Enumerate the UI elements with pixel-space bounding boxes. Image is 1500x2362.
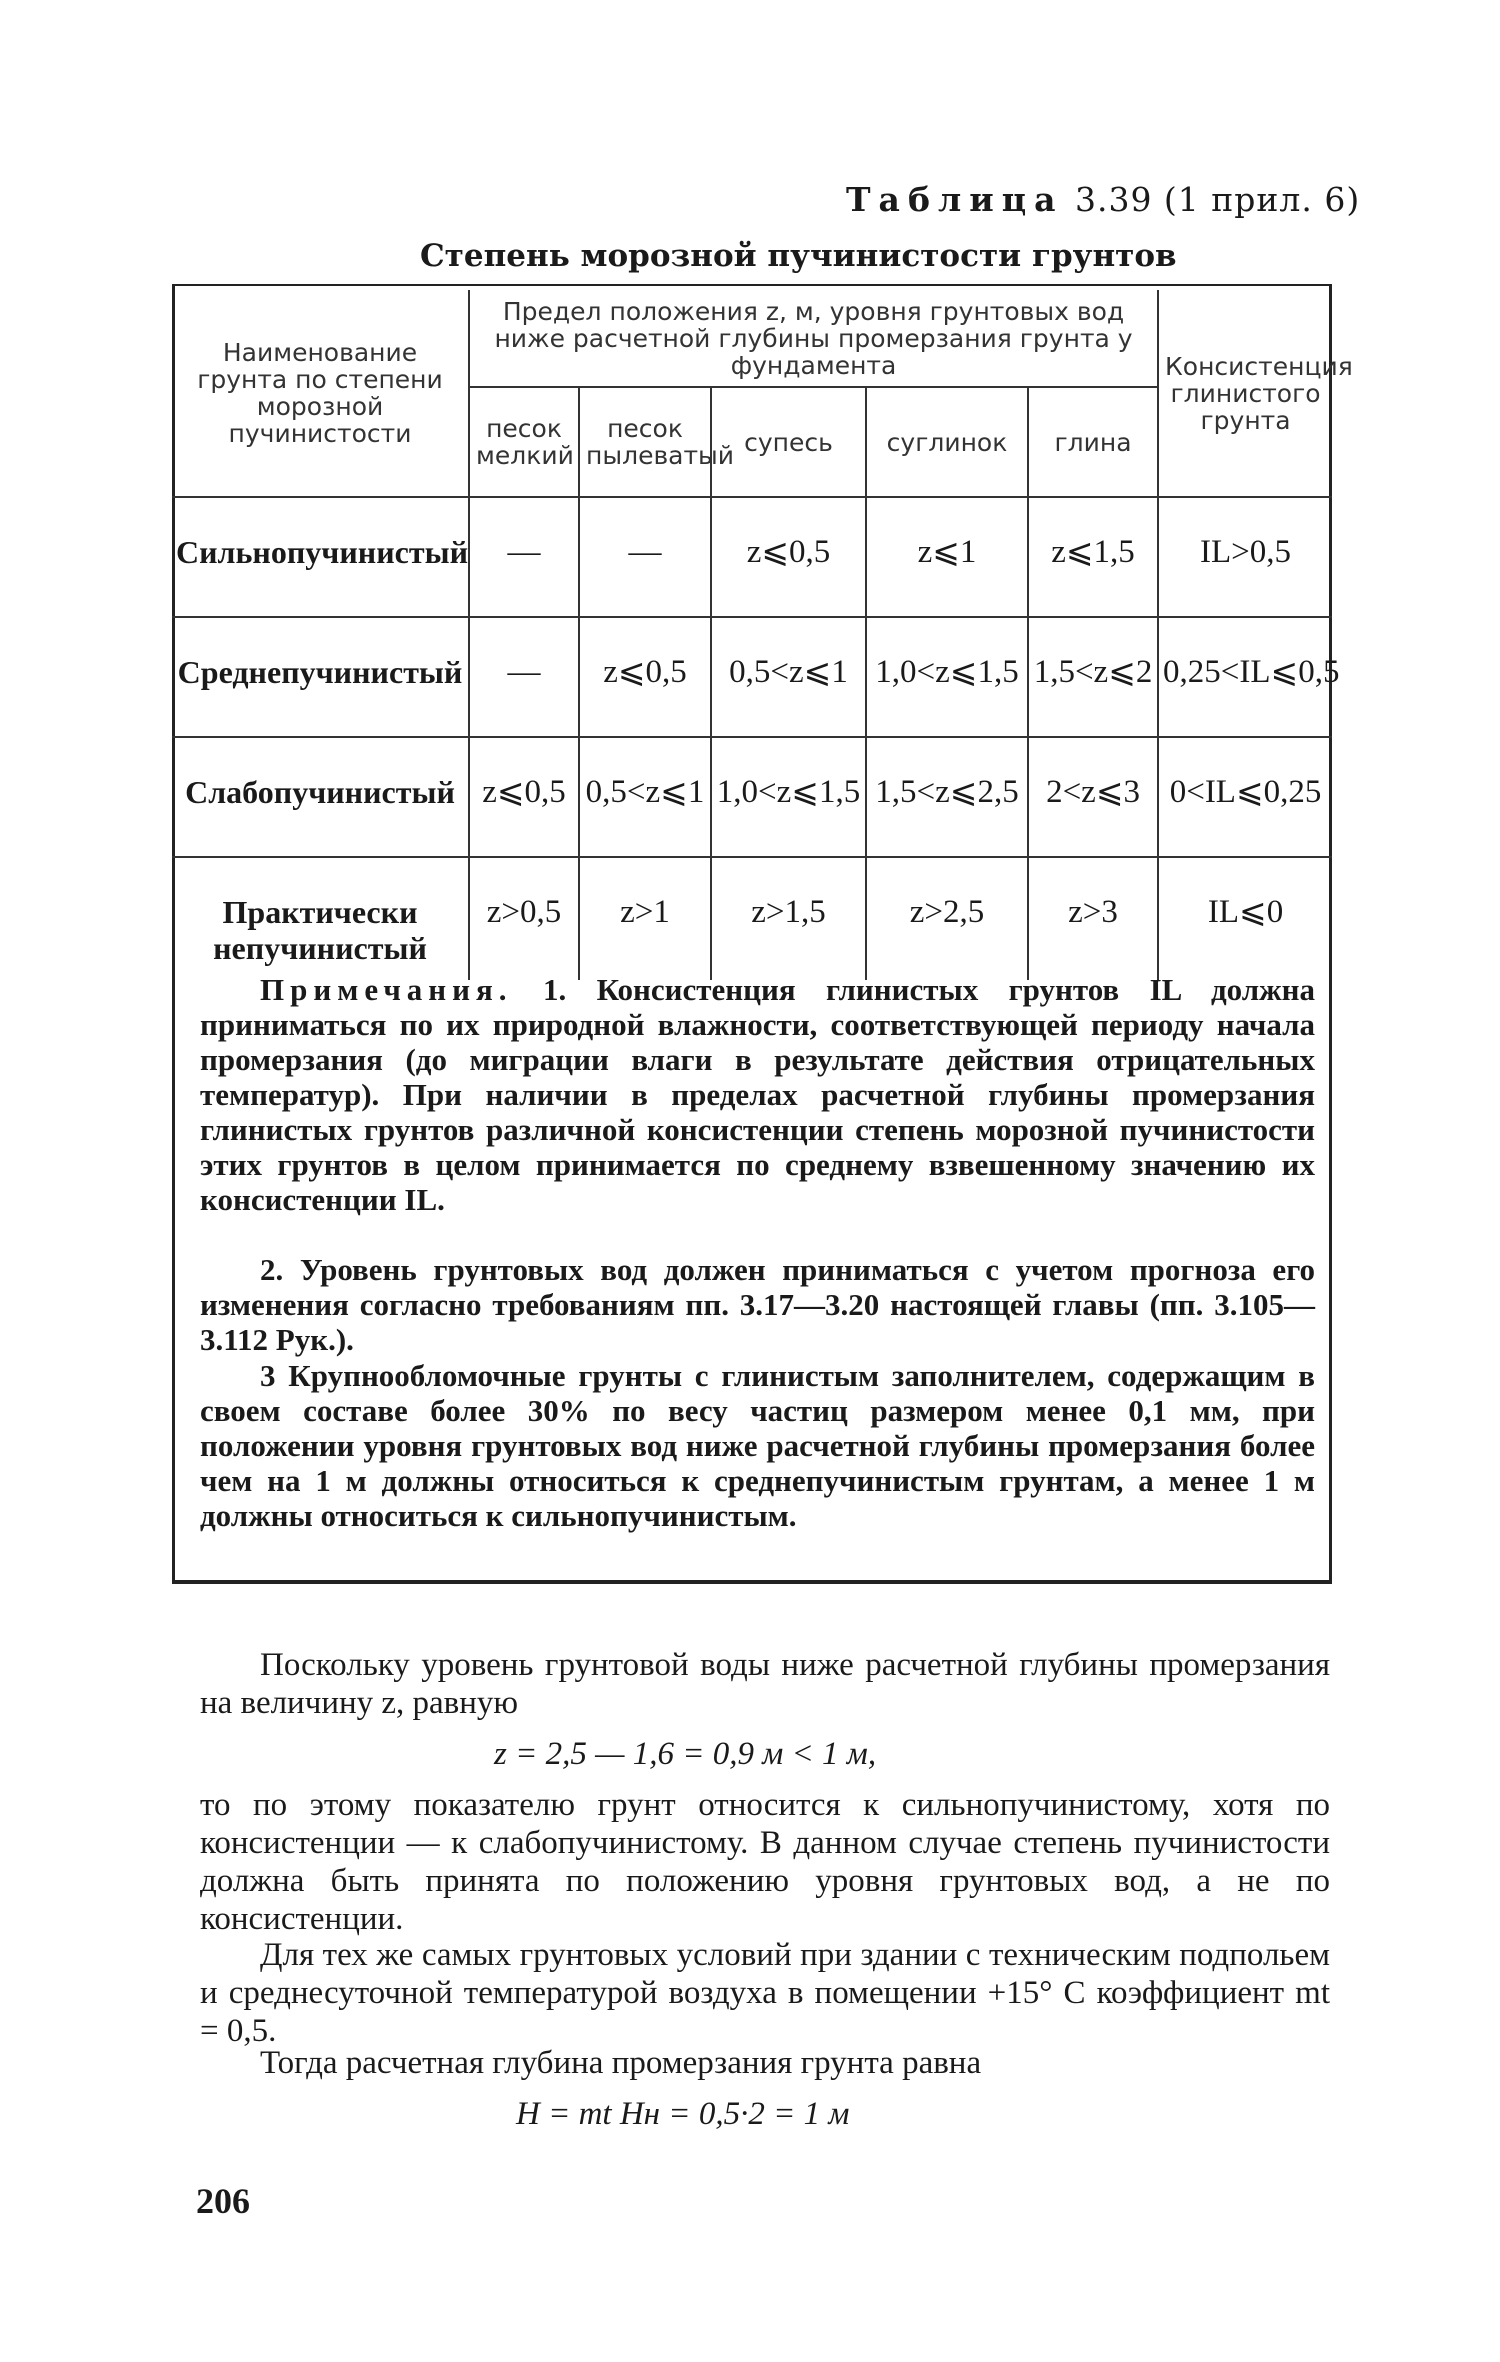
formula-h: H = mt Hн = 0,5·2 = 1 м (516, 2096, 850, 2132)
formula-z: z = 2,5 — 1,6 = 0,9 м < 1 м, (494, 1736, 877, 1772)
page-number: 206 (196, 2181, 250, 2221)
row-name: Сильнопучинистый (172, 497, 469, 617)
cell: z⩽1,5 (1028, 497, 1158, 617)
paragraph-2: то по этому показателю грунт относится к сильнопучинистому, хотя по консистенции — к слабопучинистому. В данном случае степень пучинистости должна быть принята по положению уровня грунтовых вод, а не по консистенции. (200, 1787, 1330, 1937)
cell: z>2,5 (866, 857, 1028, 980)
header-silty-sand: песок пылеватый (579, 387, 711, 496)
cell: 0,5<z⩽1 (579, 737, 711, 857)
note-3: 3 Крупнообломочные грунты с глинистым заполнителем, содержащим в своем составе более 30% по весу частиц размером менее 0,1 мм, при положении уровня грунтовых вод ниже расчетной глубины промерзания более чем на 1 м должны относиться к среднепучинистым грунтам, а менее 1 м должны относиться к сильнопучинистым. (200, 1358, 1315, 1533)
cell: — (469, 497, 579, 617)
cell: — (469, 617, 579, 737)
header-sandy-loam: супесь (711, 387, 866, 496)
table-caption (846, 180, 1360, 219)
frost-heave-table (172, 290, 1353, 980)
cell: 2<z⩽3 (1028, 737, 1158, 857)
paragraph-4: Тогда расчетная глубина промерзания грунта равна (260, 2045, 982, 2081)
paragraph-1: Поскольку уровень грунтовой воды ниже расчетной глубины промерзания на величину z, равную (200, 1647, 1330, 1721)
table-row (172, 857, 1332, 980)
row-name: Среднепучинистый (172, 617, 469, 737)
table-row (172, 737, 1332, 857)
cell: z⩽1 (866, 497, 1028, 617)
notes-label: Примечания. (260, 972, 513, 1007)
paragraph-3: Для тех же самых грунтовых условий при здании с техническим подпольем и среднесуточной температурой воздуха в помещении +15° С коэффициент mt = 0,5. (200, 1937, 1330, 2049)
cell: z>3 (1028, 857, 1158, 980)
cell: 0<IL⩽0,25 (1158, 737, 1332, 857)
table-row (172, 497, 1332, 617)
cell: z⩽0,5 (579, 617, 711, 737)
row-name: Слабопучинистый (172, 737, 469, 857)
table-row (172, 617, 1332, 737)
cell: z>1,5 (711, 857, 866, 980)
cell: 1,0<z⩽1,5 (711, 737, 866, 857)
row-name: Практически непучинистый (172, 857, 469, 980)
cell: 0,25<IL⩽0,5 (1158, 617, 1332, 737)
note-2: 2. Уровень грунтовых вод должен приниматься с учетом прогноза его изменения согласно требованиям пп. 3.17—3.20 настоящей главы (пп. 3.105—3.112 Рук.). (200, 1252, 1315, 1357)
cell: z>0,5 (469, 857, 579, 980)
note-1-text: 1. Консистенция глинистых грунтов IL должна приниматься по их природной влажности, соответствующей периоду начала промерзания (до миграции влаги в результате действия отрицательных температур). При наличии в пределах расчетной глубины промерзания глинистых грунтов различной консистенции степень морозной пучинистости этих грунтов в целом принимается по среднему взвешенному значению их консистенции IL. (200, 972, 1316, 1217)
cell: z>1 (579, 857, 711, 980)
header-fine-sand: песок мелкий (469, 387, 579, 496)
cell: IL⩽0 (1207, 894, 1284, 930)
note-1 (200, 972, 1315, 1217)
header-groundwater-limit: Предел положения z, м, уровня грунтовых вод ниже расчетной глубины промерзания грунта у фундамента (469, 290, 1158, 387)
header-soil-name: Наименование грунта по степени морозной пучинистости (172, 290, 469, 496)
cell: 0,5<z⩽1 (711, 617, 866, 737)
cell: 1,5<z⩽2 (1028, 617, 1158, 737)
header-consistency: Консистенция глинистого грунта (1165, 351, 1353, 435)
cell: 1,0<z⩽1,5 (866, 617, 1028, 737)
header-clay: глина (1028, 387, 1158, 496)
cell: — (579, 497, 711, 617)
cell: 1,5<z⩽2,5 (866, 737, 1028, 857)
table-caption-number: 3.39 (1 прил. 6) (1074, 180, 1361, 219)
cell: IL>0,5 (1158, 497, 1332, 617)
cell: z⩽0,5 (711, 497, 866, 617)
table-caption-word: Таблица (846, 180, 1064, 219)
header-loam: суглинок (866, 387, 1028, 496)
table-title: Степень морозной пучинистости грунтов (420, 238, 1177, 274)
cell: z⩽0,5 (469, 737, 579, 857)
